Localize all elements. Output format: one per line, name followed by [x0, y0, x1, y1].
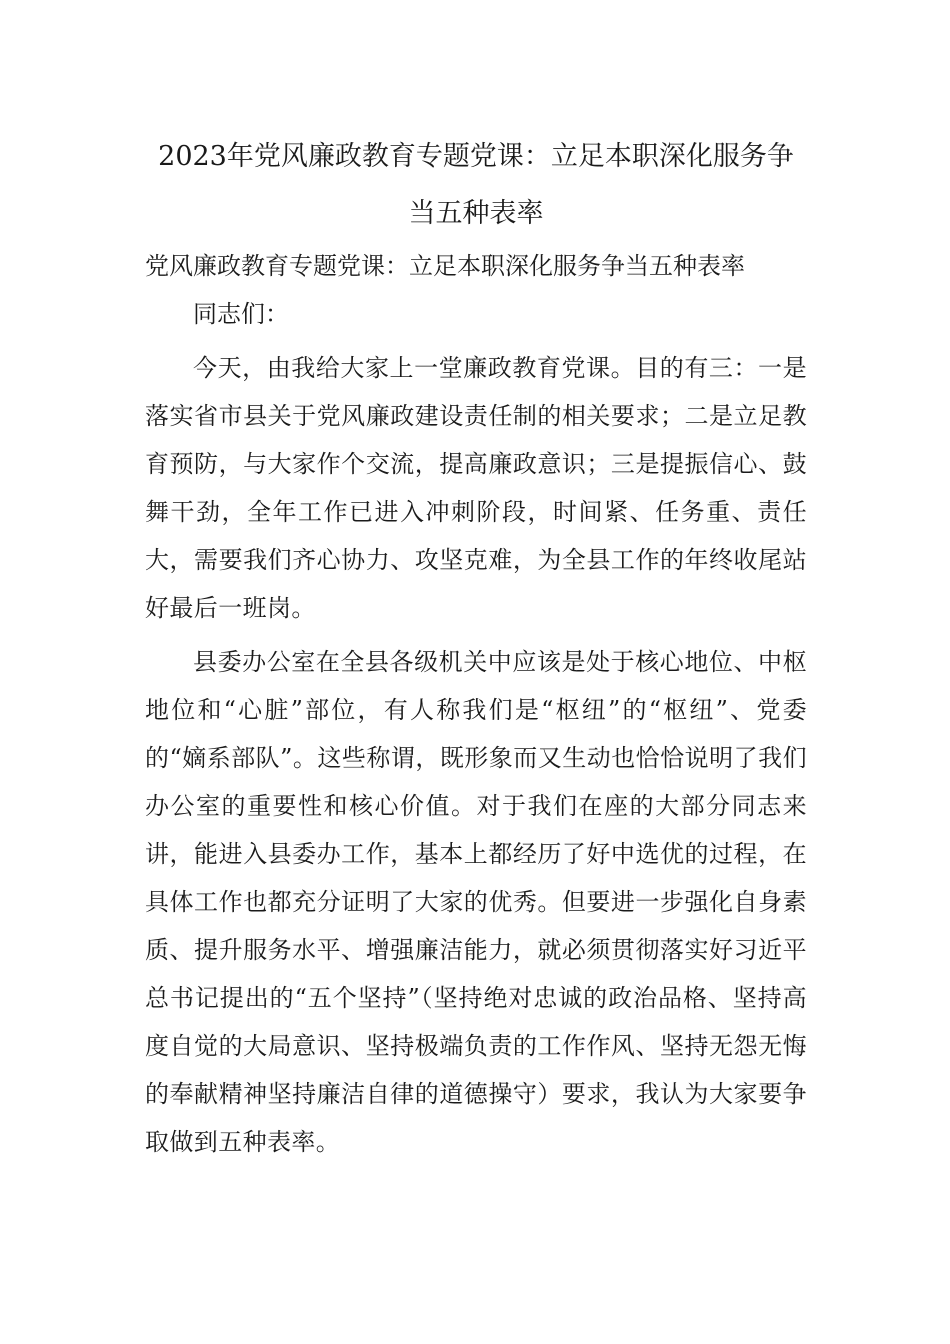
- document-title: 2023年党风廉政教育专题党课：立足本职深化服务争当五种表率: [158, 141, 794, 229]
- document-subtitle: 党风廉政教育专题党课：立足本职深化服务争当五种表率: [145, 252, 745, 280]
- paragraph-main: 县委办公室在全县各级机关中应该是处于核心地位、中枢地位和“心脏”部位，有人称我们是“枢纽”的“枢纽”、党委的“嫡系部队”。这些称谓，既形象而又生动也恰恰说明了我们办公室的重要性和核心价值。对于我们在座的大部分同志来讲，能进入县委办工作，基本上都经历了好中选优的过程，在具体工作也都充分证明了大家的优秀。但要进一步强化自身素质、提升服务水平、增强廉洁能力，就必须贯彻落实好习近平总书记提出的“五个坚持”（坚持绝对忠诚的政治品格、坚持高度自觉的大局意识、坚持极端负责的工作作风、坚持无怨无悔的奉献精神坚持廉洁自律的道德操守）要求，我认为大家要争取做到五种表率。: [145, 648, 807, 1156]
- document-page: [145, 120, 807, 1166]
- salutation: 同志们：: [193, 300, 289, 328]
- paragraph-intro: 今天，由我给大家上一堂廉政教育党课。目的有三：一是落实省市县关于党风廉政建设责任制的相关要求；二是立足教育预防，与大家作个交流，提高廉政意识；三是提振信心、鼓舞干劲，全年工作已进入冲刺阶段，时间紧、任务重、责任大，需要我们齐心协力、攻坚克难，为全县工作的年终收尾站好最后一班岗。: [145, 354, 807, 622]
